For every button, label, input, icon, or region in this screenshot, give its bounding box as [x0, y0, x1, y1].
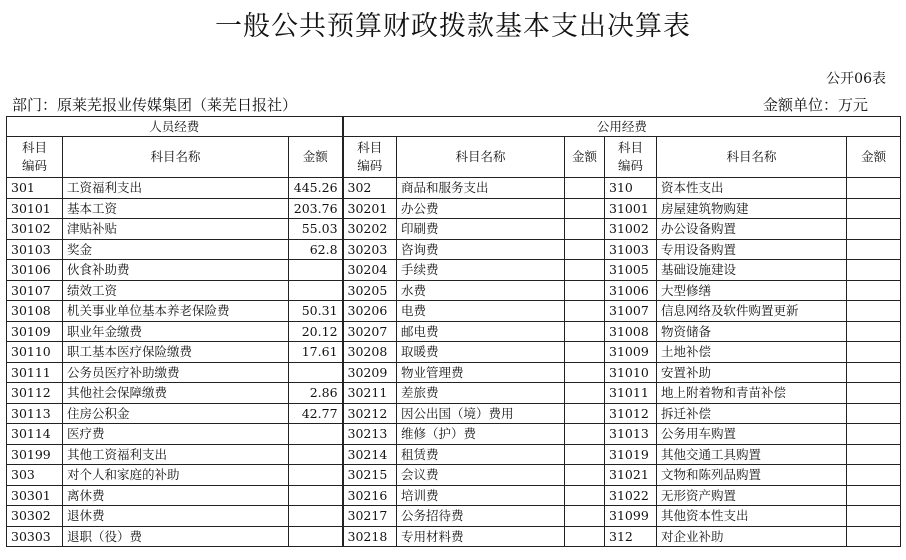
- amount-cell: 42.77: [289, 403, 343, 424]
- subject-name-cell: 商品和服务支出: [397, 178, 565, 199]
- amount-column-header: 金额: [847, 137, 901, 178]
- subject-code-cell: 30111: [7, 362, 63, 383]
- amount-cell: [565, 301, 605, 322]
- amount-cell: [565, 444, 605, 465]
- amount-cell: 50.31: [289, 301, 343, 322]
- subject-code-cell: 30218: [343, 526, 397, 547]
- subject-code-cell: 30212: [343, 403, 397, 424]
- amount-cell: [565, 239, 605, 260]
- amount-cell: [565, 465, 605, 486]
- table-row: [7, 280, 901, 301]
- amount-cell: [847, 219, 901, 240]
- amount-unit-label: 金额单位：万元: [762, 96, 868, 114]
- table-row: [7, 260, 901, 281]
- subject-code-cell: 31009: [605, 342, 657, 363]
- subject-code-cell: 30302: [7, 506, 63, 527]
- subject-name-cell: 绩效工资: [63, 280, 289, 301]
- subject-name-cell: 房屋建筑物购建: [657, 198, 847, 219]
- subject-code-cell: 310: [605, 178, 657, 199]
- amount-cell: [847, 321, 901, 342]
- table-row: [7, 342, 901, 363]
- subject-code-cell: 30102: [7, 219, 63, 240]
- subject-name-cell: 其他社会保障缴费: [63, 383, 289, 404]
- amount-cell: 20.12: [289, 321, 343, 342]
- amount-cell: [289, 444, 343, 465]
- amount-column-header: 金额: [289, 137, 343, 178]
- amount-cell: [847, 280, 901, 301]
- subject-name-cell: 对个人和家庭的补助: [63, 465, 289, 486]
- subject-name-cell: 机关事业单位基本养老保险费: [63, 301, 289, 322]
- subject-name-cell: 住房公积金: [63, 403, 289, 424]
- subject-code-cell: 30209: [343, 362, 397, 383]
- subject-name-cell: 办公费: [397, 198, 565, 219]
- subject-code-cell: 30202: [343, 219, 397, 240]
- subject-code-cell: 30204: [343, 260, 397, 281]
- subject-name-cell: 公务招待费: [397, 506, 565, 527]
- amount-cell: [847, 465, 901, 486]
- amount-cell: [847, 239, 901, 260]
- expenditure-table: [6, 116, 901, 547]
- subject-name-cell: 租赁费: [397, 444, 565, 465]
- table-row: [7, 321, 901, 342]
- table-row: [7, 178, 901, 199]
- column-header-row: [7, 137, 901, 178]
- amount-cell: [847, 383, 901, 404]
- subject-name-cell: 物业管理费: [397, 362, 565, 383]
- amount-cell: [847, 403, 901, 424]
- amount-cell: [289, 526, 343, 547]
- subject-code-cell: 30213: [343, 424, 397, 445]
- subject-code-cell: 31019: [605, 444, 657, 465]
- subject-name-cell: 手续费: [397, 260, 565, 281]
- amount-cell: 445.26: [289, 178, 343, 199]
- subject-code-cell: 30113: [7, 403, 63, 424]
- amount-cell: [289, 465, 343, 486]
- table-row: [7, 506, 901, 527]
- subject-name-cell: 物资储备: [657, 321, 847, 342]
- subject-name-cell: 维修（护）费: [397, 424, 565, 445]
- subject-code-cell: 30206: [343, 301, 397, 322]
- public-group-header: 公用经费: [343, 117, 901, 137]
- amount-cell: [289, 424, 343, 445]
- amount-cell: [565, 342, 605, 363]
- subject-name-cell: 退休费: [63, 506, 289, 527]
- table-row: [7, 526, 901, 547]
- amount-cell: [847, 506, 901, 527]
- subject-code-cell: 31011: [605, 383, 657, 404]
- subject-code-cell: 303: [7, 465, 63, 486]
- subject-name-cell: 其他工资福利支出: [63, 444, 289, 465]
- subject-name-cell: 安置补助: [657, 362, 847, 383]
- amount-cell: [289, 280, 343, 301]
- subject-code-cell: 30114: [7, 424, 63, 445]
- table-row: [7, 465, 901, 486]
- code-column-header: 科目 编码: [605, 137, 657, 178]
- amount-cell: [847, 342, 901, 363]
- amount-cell: 203.76: [289, 198, 343, 219]
- subject-code-cell: 30205: [343, 280, 397, 301]
- subject-name-cell: 工资福利支出: [63, 178, 289, 199]
- subject-name-cell: 公务用车购置: [657, 424, 847, 445]
- amount-cell: [565, 280, 605, 301]
- subject-code-cell: 301: [7, 178, 63, 199]
- subject-code-cell: 30199: [7, 444, 63, 465]
- amount-cell: [565, 403, 605, 424]
- amount-cell: [847, 444, 901, 465]
- code-column-header: 科目 编码: [7, 137, 63, 178]
- subject-name-cell: 取暖费: [397, 342, 565, 363]
- subject-code-cell: 30106: [7, 260, 63, 281]
- name-column-header: 科目名称: [63, 137, 289, 178]
- table-row: [7, 403, 901, 424]
- subject-name-cell: 离休费: [63, 485, 289, 506]
- table-row: [7, 383, 901, 404]
- amount-cell: [289, 485, 343, 506]
- subject-name-cell: 其他资本性支出: [657, 506, 847, 527]
- subject-code-cell: 31002: [605, 219, 657, 240]
- amount-cell: [565, 260, 605, 281]
- subject-name-cell: 无形资产购置: [657, 485, 847, 506]
- subject-name-cell: 咨询费: [397, 239, 565, 260]
- subject-name-cell: 培训费: [397, 485, 565, 506]
- table-row: [7, 219, 901, 240]
- amount-cell: [847, 198, 901, 219]
- subject-code-cell: 30107: [7, 280, 63, 301]
- subject-name-cell: 水费: [397, 280, 565, 301]
- subject-code-cell: 31007: [605, 301, 657, 322]
- amount-cell: 2.86: [289, 383, 343, 404]
- amount-cell: 55.03: [289, 219, 343, 240]
- personnel-group-header: 人员经费: [7, 117, 343, 137]
- subject-code-cell: 30303: [7, 526, 63, 547]
- subject-name-cell: 基础设施建设: [657, 260, 847, 281]
- subject-code-cell: 30109: [7, 321, 63, 342]
- amount-cell: [565, 506, 605, 527]
- table-number: 公开06表: [826, 71, 886, 87]
- subject-code-cell: 31010: [605, 362, 657, 383]
- table-row: [7, 485, 901, 506]
- subject-code-cell: 30208: [343, 342, 397, 363]
- amount-cell: 17.61: [289, 342, 343, 363]
- amount-cell: [847, 178, 901, 199]
- table-row: [7, 301, 901, 322]
- subject-code-cell: 30301: [7, 485, 63, 506]
- amount-cell: [565, 485, 605, 506]
- subject-code-cell: 31013: [605, 424, 657, 445]
- subject-code-cell: 30211: [343, 383, 397, 404]
- table-row: [7, 444, 901, 465]
- group-header-row: [7, 117, 901, 137]
- amount-cell: [289, 362, 343, 383]
- subject-code-cell: 30215: [343, 465, 397, 486]
- amount-column-header: 金额: [565, 137, 605, 178]
- subject-name-cell: 退职（役）费: [63, 526, 289, 547]
- subject-code-cell: 31012: [605, 403, 657, 424]
- amount-cell: 62.8: [289, 239, 343, 260]
- subject-code-cell: 30217: [343, 506, 397, 527]
- amount-cell: [847, 526, 901, 547]
- subject-name-cell: 地上附着物和青苗补偿: [657, 383, 847, 404]
- subject-name-cell: 会议费: [397, 465, 565, 486]
- subject-code-cell: 31003: [605, 239, 657, 260]
- subject-code-cell: 30201: [343, 198, 397, 219]
- amount-cell: [847, 485, 901, 506]
- table-row: [7, 424, 901, 445]
- subject-name-cell: 文物和陈列品购置: [657, 465, 847, 486]
- amount-cell: [847, 424, 901, 445]
- department-label: 部门：原莱芜报业传媒集团（莱芜日报社）: [12, 96, 298, 114]
- code-column-header: 科目 编码: [343, 137, 397, 178]
- subject-code-cell: 30103: [7, 239, 63, 260]
- subject-name-cell: 因公出国（境）费用: [397, 403, 565, 424]
- amount-cell: [565, 526, 605, 547]
- subject-name-cell: 医疗费: [63, 424, 289, 445]
- subject-code-cell: 302: [343, 178, 397, 199]
- amount-cell: [289, 506, 343, 527]
- subject-code-cell: 31006: [605, 280, 657, 301]
- subject-code-cell: 30108: [7, 301, 63, 322]
- amount-cell: [565, 198, 605, 219]
- subject-name-cell: 资本性支出: [657, 178, 847, 199]
- subject-name-cell: 对企业补助: [657, 526, 847, 547]
- amount-cell: [847, 260, 901, 281]
- subject-code-cell: 30112: [7, 383, 63, 404]
- subject-name-cell: 公务员医疗补助缴费: [63, 362, 289, 383]
- subject-code-cell: 31008: [605, 321, 657, 342]
- amount-cell: [565, 424, 605, 445]
- table-row: [7, 239, 901, 260]
- subject-name-cell: 差旅费: [397, 383, 565, 404]
- subject-name-cell: 奖金: [63, 239, 289, 260]
- subject-name-cell: 大型修缮: [657, 280, 847, 301]
- amount-cell: [565, 383, 605, 404]
- subject-code-cell: 30207: [343, 321, 397, 342]
- subject-code-cell: 312: [605, 526, 657, 547]
- table-row: [7, 198, 901, 219]
- subject-name-cell: 津贴补贴: [63, 219, 289, 240]
- amount-cell: [565, 178, 605, 199]
- subject-name-cell: 职业年金缴费: [63, 321, 289, 342]
- subject-name-cell: 邮电费: [397, 321, 565, 342]
- subject-name-cell: 专用设备购置: [657, 239, 847, 260]
- amount-cell: [847, 301, 901, 322]
- subject-name-cell: 其他交通工具购置: [657, 444, 847, 465]
- subject-code-cell: 31005: [605, 260, 657, 281]
- subject-code-cell: 31021: [605, 465, 657, 486]
- subject-name-cell: 专用材料费: [397, 526, 565, 547]
- amount-cell: [847, 362, 901, 383]
- subject-name-cell: 电费: [397, 301, 565, 322]
- amount-cell: [565, 362, 605, 383]
- subject-code-cell: 30110: [7, 342, 63, 363]
- subject-name-cell: 办公设备购置: [657, 219, 847, 240]
- subject-code-cell: 30214: [343, 444, 397, 465]
- subject-name-cell: 职工基本医疗保险缴费: [63, 342, 289, 363]
- subject-name-cell: 基本工资: [63, 198, 289, 219]
- page-title: 一般公共预算财政拨款基本支出决算表: [215, 11, 691, 42]
- name-column-header: 科目名称: [397, 137, 565, 178]
- subject-name-cell: 伙食补助费: [63, 260, 289, 281]
- subject-code-cell: 31022: [605, 485, 657, 506]
- subject-name-cell: 印刷费: [397, 219, 565, 240]
- amount-cell: [565, 321, 605, 342]
- subject-code-cell: 31099: [605, 506, 657, 527]
- amount-cell: [565, 219, 605, 240]
- subject-name-cell: 信息网络及软件购置更新: [657, 301, 847, 322]
- subject-name-cell: 拆迁补偿: [657, 403, 847, 424]
- table-row: [7, 362, 901, 383]
- name-column-header: 科目名称: [657, 137, 847, 178]
- subject-name-cell: 土地补偿: [657, 342, 847, 363]
- subject-code-cell: 30203: [343, 239, 397, 260]
- subject-code-cell: 30101: [7, 198, 63, 219]
- subject-code-cell: 31001: [605, 198, 657, 219]
- amount-cell: [289, 260, 343, 281]
- subject-code-cell: 30216: [343, 485, 397, 506]
